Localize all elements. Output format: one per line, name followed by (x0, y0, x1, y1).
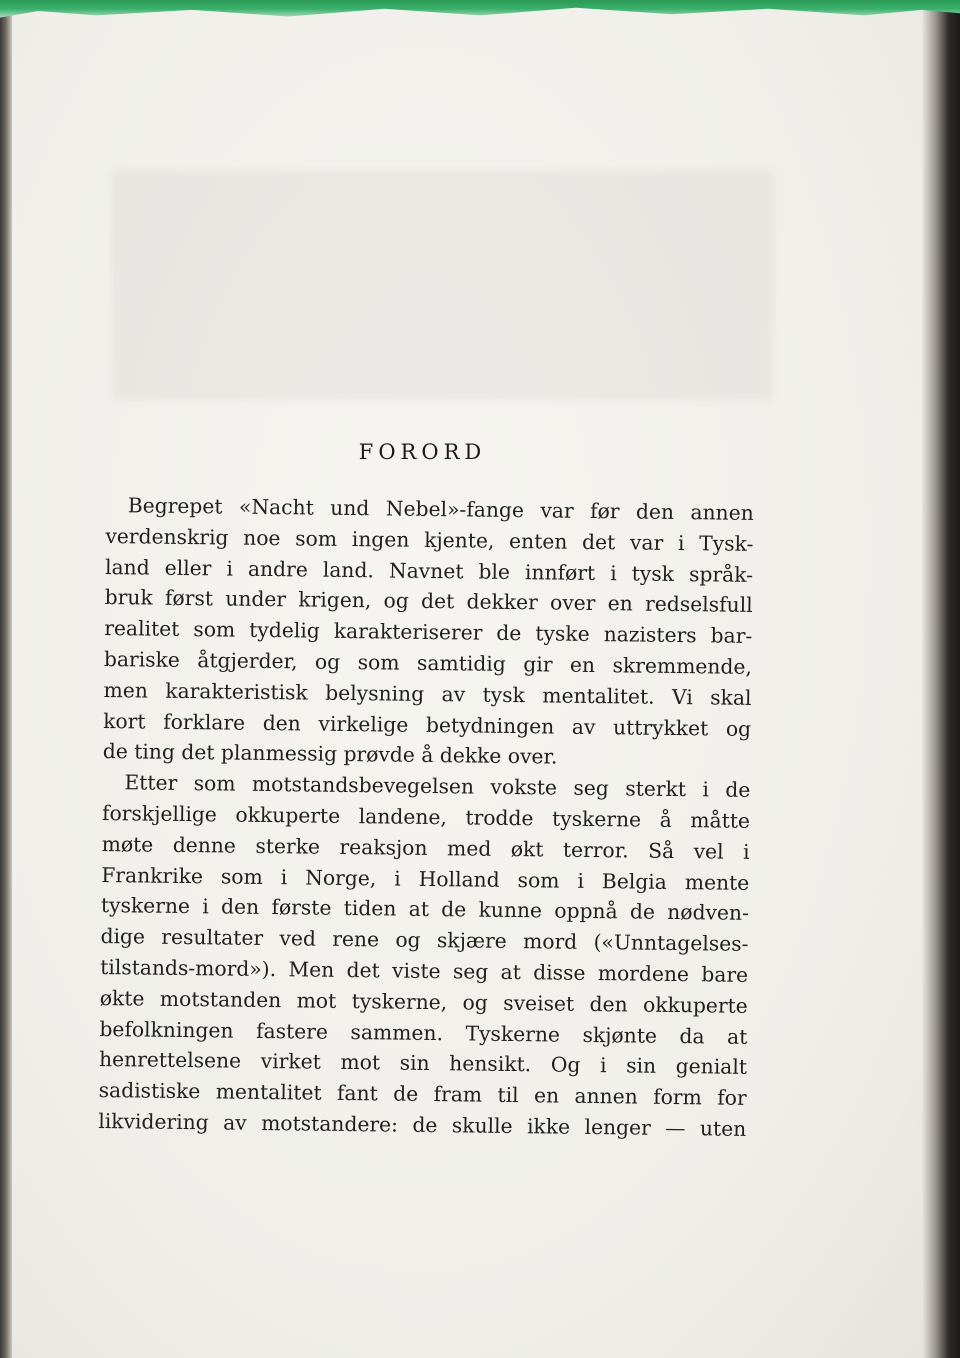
right-page-edge (922, 0, 960, 1358)
text-line: økte motstanden mot tyskerne, og sveiset den okkuperte (99, 985, 748, 1018)
text-line: tilstands-mord»). Men det viste seg at disse mordene bare (100, 954, 749, 987)
text-line: Begrepet «Nacht und Nebel»-fange var før den annen (127, 493, 754, 525)
chapter-heading: FORORD (358, 440, 487, 464)
text-line: men karakteristisk belysning av tysk mentalitet. Vi skal (103, 677, 752, 710)
book-binding-edge (0, 0, 12, 1358)
text-line: land eller i andre land. Navnet ble innført i tysk språk- (104, 554, 754, 587)
text-line: bariske åtgjerder, og som samtidig gir en skremmende, (103, 646, 753, 679)
text-line: tyskerne i den første tiden at de kunne oppnå de nødven- (100, 893, 750, 926)
text-line: møte denne sterke reaksjon med økt terror. Så vel i (101, 831, 750, 864)
text-line: de ting det planmessig prøvde å dekke over. (102, 739, 558, 769)
text-line: Frankrike som i Norge, i Holland som i Belgia mente (101, 862, 750, 895)
text-line: forskjellige okkuperte landene, trodde tyskerne å måtte (101, 800, 751, 833)
text-line: Etter som motstandsbevegelsen vokste seg sterkt i de (124, 770, 751, 803)
text-line: henrettelsene virket mot sin hensikt. Og i sin genialt (98, 1047, 748, 1080)
body-text (98, 490, 754, 1145)
text-line: likvidering av motstandere: de skulle ikke lenger — uten (98, 1108, 747, 1141)
text-line: bruk først under krigen, og det dekker over en redselsfull (104, 585, 753, 618)
show-through-shadow (112, 170, 772, 400)
text-line: realitet som tydelig karakteriserer de tyske nazisters bar- (104, 616, 753, 649)
text-line: befolkningen fastere sammen. Tyskerne skjønte da at (99, 1016, 748, 1049)
text-line: sadistiske mentalitet fant de fram til en annen form for (98, 1078, 747, 1111)
text-line: dige resultater ved rene og skjære mord («Unntagelses- (100, 924, 749, 957)
text-line: verdenskrig noe som ingen kjente, enten det var i Tysk- (105, 523, 754, 556)
text-line: kort forklare den virkelige betydningen av uttrykket og (103, 708, 752, 741)
